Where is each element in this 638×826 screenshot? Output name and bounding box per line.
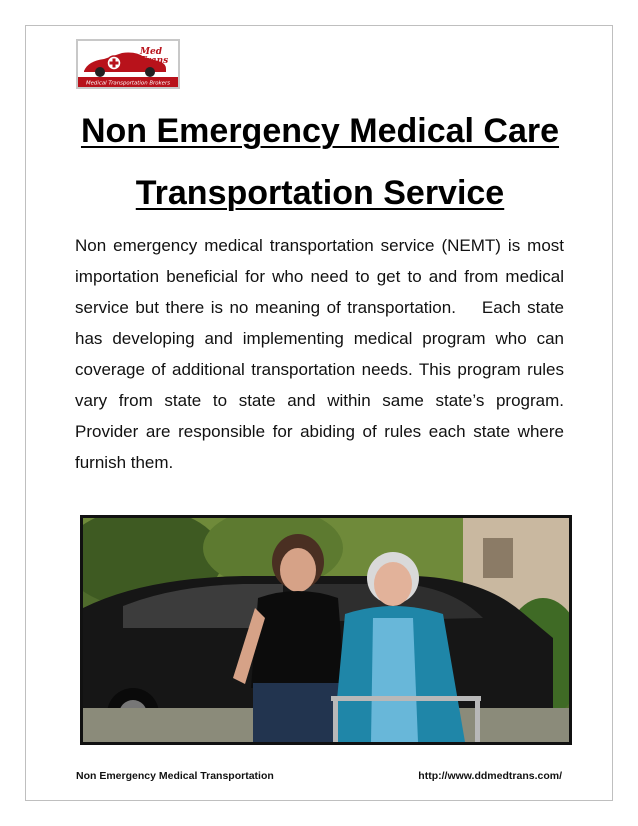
- logo-brand-text: Med: [140, 47, 162, 57]
- body-paragraph: Non emergency medical transportation service (NEMT) is most importation beneficial for who need to get to and from medical service but there is no meaning of transportation. Each state has developing and implementing medical program who can coverage of additional transportation needs. This program rules vary from state to state and within same state’s program. Provider are responsible for abiding of rules each state where furnish them.: [75, 236, 569, 472]
- footer-document-title: Non Emergency Medical Transportation: [76, 770, 274, 782]
- photo-caregiver-with-elderly-woman: [80, 515, 572, 745]
- footer-website-link[interactable]: http://www.ddmedtrans.com/: [418, 770, 562, 782]
- company-logo: [76, 39, 180, 89]
- svg-text:Trans: Trans: [140, 56, 169, 66]
- page-title-line-1: Non Emergency Medical Care: [80, 112, 560, 150]
- logo-tagline-text: Medical Transportation Brokers: [85, 80, 171, 87]
- page-title-line-2: Transportation Service: [135, 174, 505, 212]
